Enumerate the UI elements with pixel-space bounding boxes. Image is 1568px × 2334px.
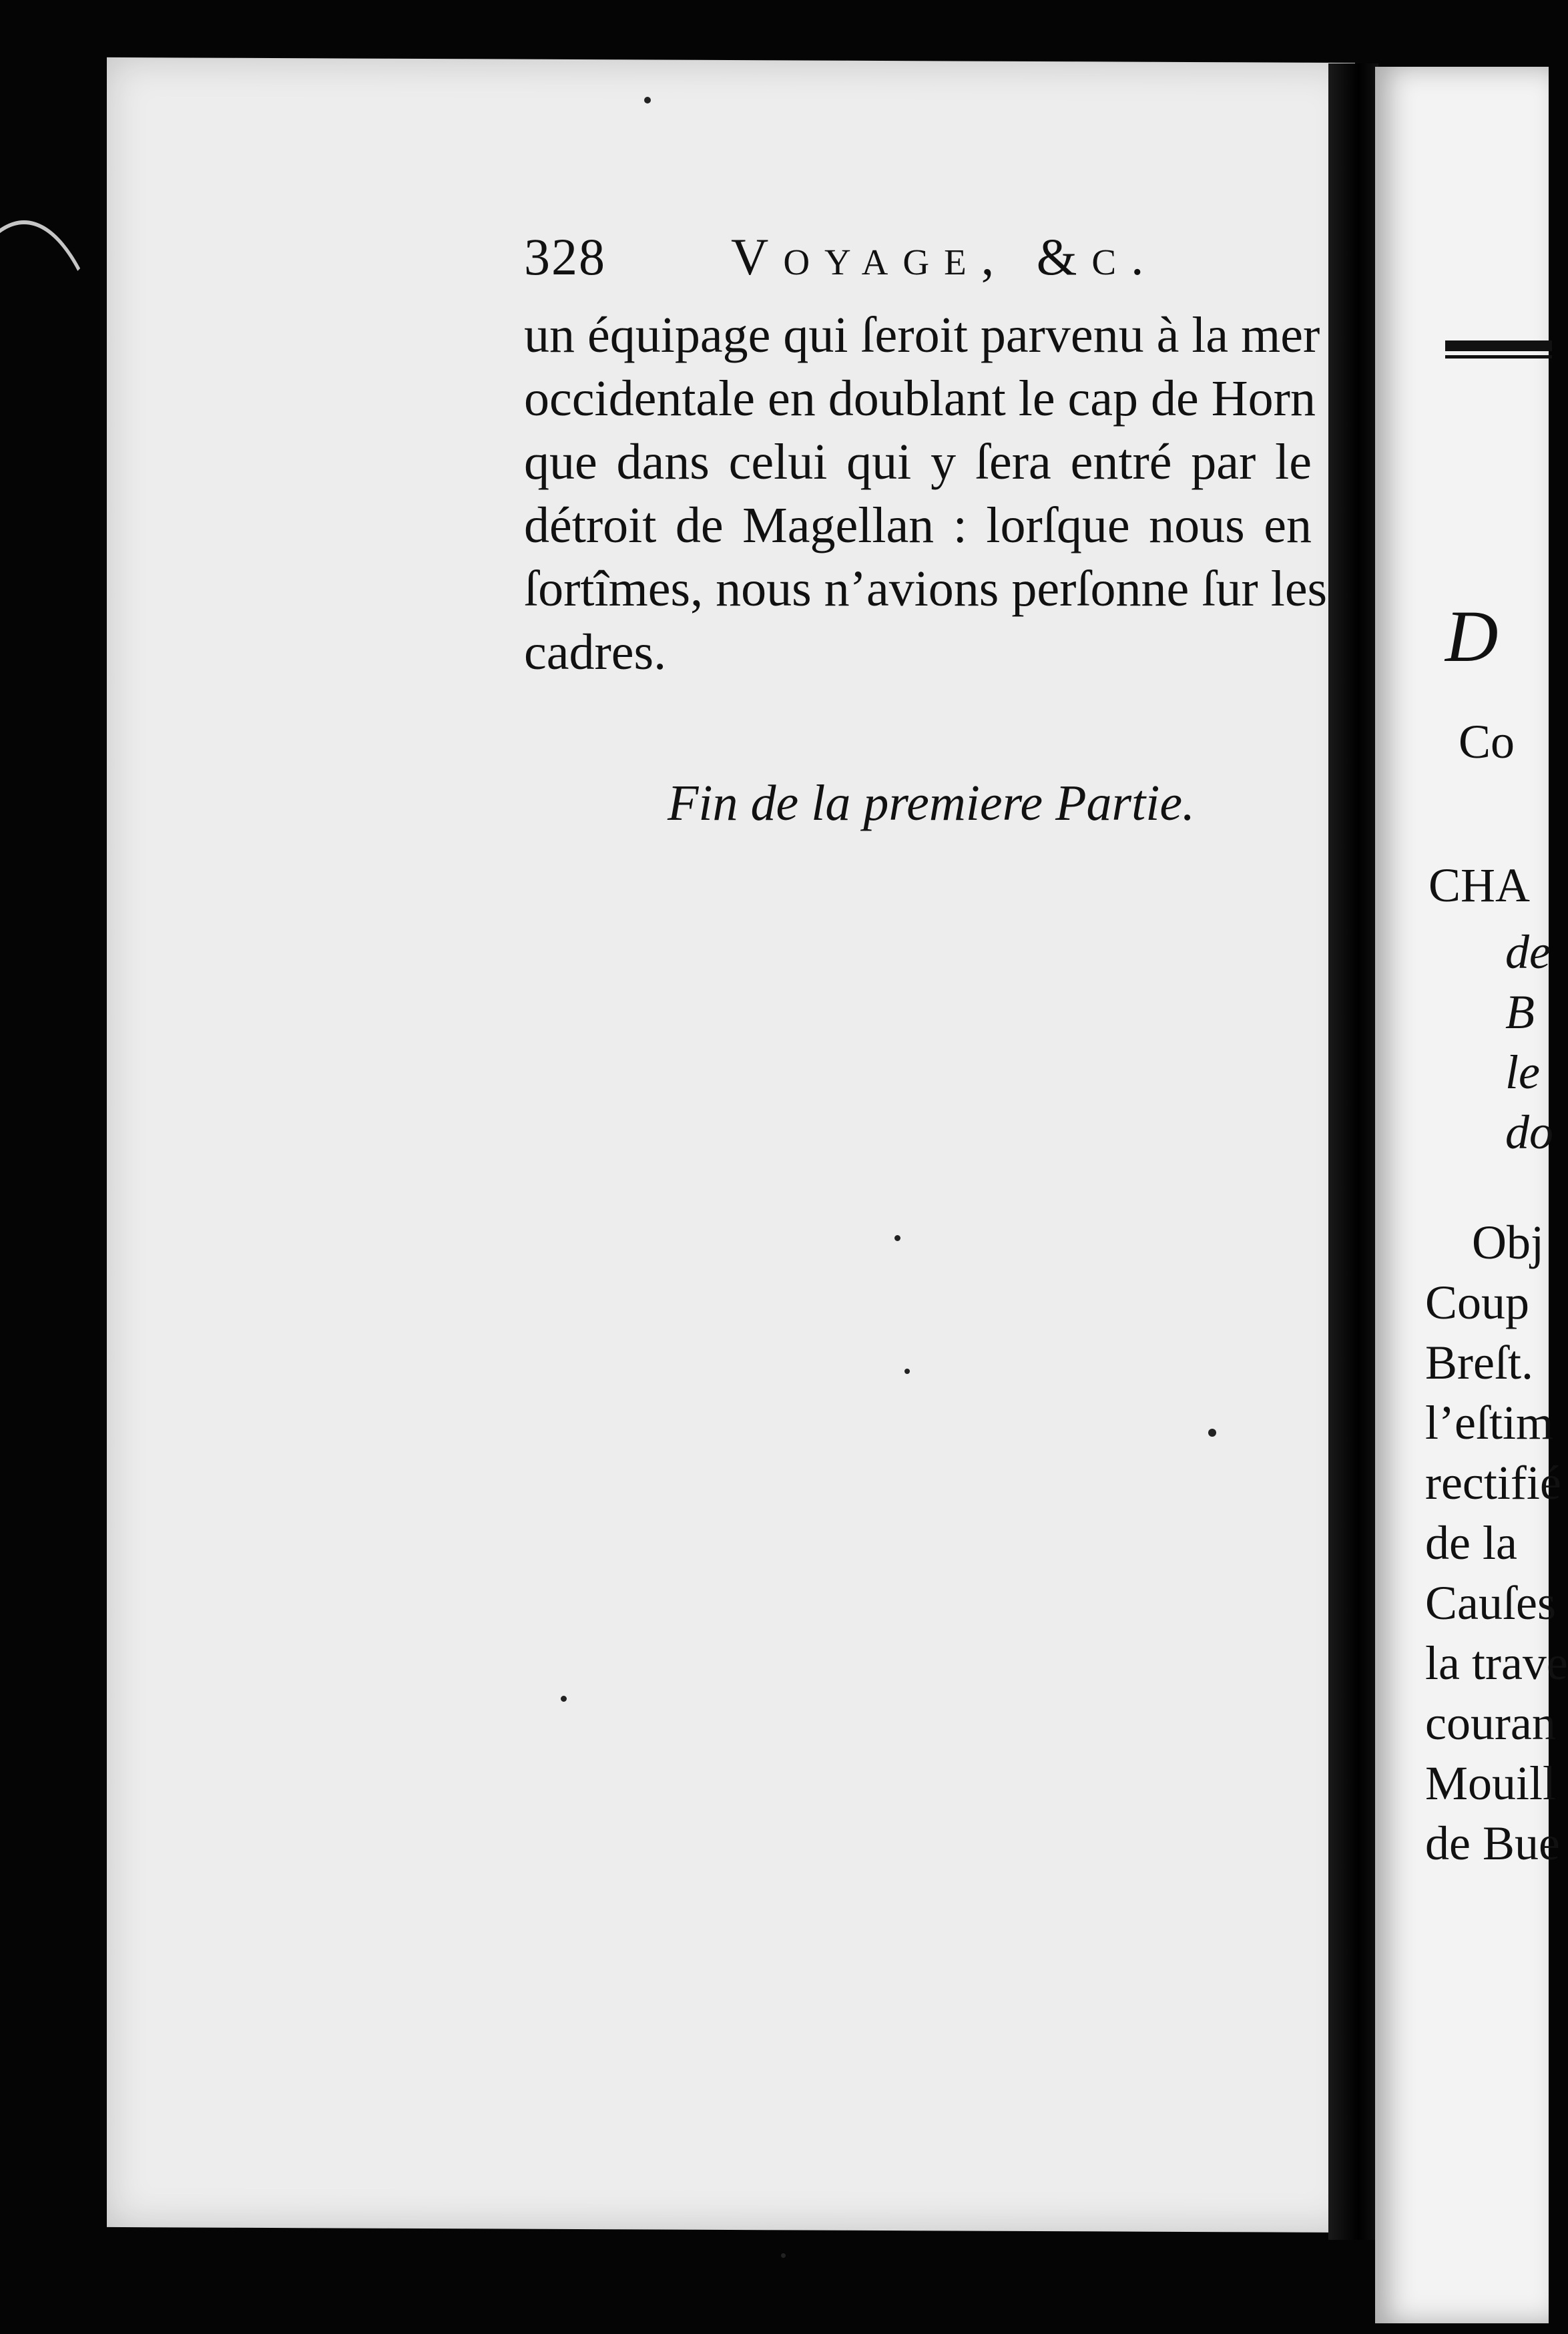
scan-speck bbox=[644, 97, 651, 103]
header-rule bbox=[1445, 340, 1552, 351]
right-page-fragment: le bbox=[1505, 1045, 1540, 1099]
body-line: occidentale en doublant le cap de Horn bbox=[524, 371, 1316, 427]
body-line: ſortîmes, nous n’avions perſonne ſur les bbox=[524, 561, 1328, 617]
right-page-fragment: Co bbox=[1459, 715, 1515, 768]
right-page-fragment: de bbox=[1505, 925, 1551, 979]
right-page-heading-fragment: D bbox=[1445, 596, 1499, 677]
right-page-fragment: Breſt. bbox=[1425, 1336, 1533, 1389]
right-page-fragment: de Bue bbox=[1425, 1817, 1560, 1870]
right-page-fragment: Mouill bbox=[1425, 1757, 1557, 1810]
body-line: que dans celui qui y ſera entré par le bbox=[524, 434, 1312, 490]
header-rule-thin bbox=[1445, 355, 1552, 359]
right-page-fragment: l’eſtim bbox=[1425, 1396, 1553, 1449]
right-page bbox=[1375, 67, 1549, 2323]
right-page-fragment: couran bbox=[1425, 1696, 1556, 1750]
scan-speck bbox=[561, 1696, 567, 1702]
right-page-chapter-fragment: CHA bbox=[1428, 859, 1531, 912]
body-line: cadres. bbox=[524, 624, 667, 680]
right-page-fragment: Obj bbox=[1472, 1216, 1544, 1269]
part-end-note: Fin de la premiere Partie. bbox=[668, 775, 1196, 831]
running-head bbox=[524, 227, 1245, 300]
page-number: 328 bbox=[524, 228, 606, 286]
scan-speck bbox=[781, 2253, 786, 2258]
book-gutter bbox=[1328, 63, 1378, 2240]
scan-speck bbox=[904, 1369, 910, 1374]
right-page-fragment: B bbox=[1505, 985, 1535, 1039]
body-text bbox=[524, 304, 1328, 684]
right-page-fragment: Coup bbox=[1425, 1276, 1530, 1329]
right-page-fragment: de la bbox=[1425, 1516, 1517, 1570]
right-page-fragment: Cauſes bbox=[1425, 1576, 1556, 1630]
right-page-fragment: la trave bbox=[1425, 1636, 1568, 1690]
body-line: détroit de Magellan : lorſque nous en bbox=[524, 497, 1312, 553]
right-page-fragment: rectifié bbox=[1425, 1456, 1561, 1509]
running-title: Voyage, &c. bbox=[731, 228, 1159, 286]
scan-speck bbox=[894, 1235, 900, 1241]
scan-speck bbox=[1208, 1429, 1216, 1437]
body-line: un équipage qui ſeroit parvenu à la mer bbox=[524, 307, 1320, 363]
right-page-fragment: do bbox=[1505, 1106, 1553, 1159]
